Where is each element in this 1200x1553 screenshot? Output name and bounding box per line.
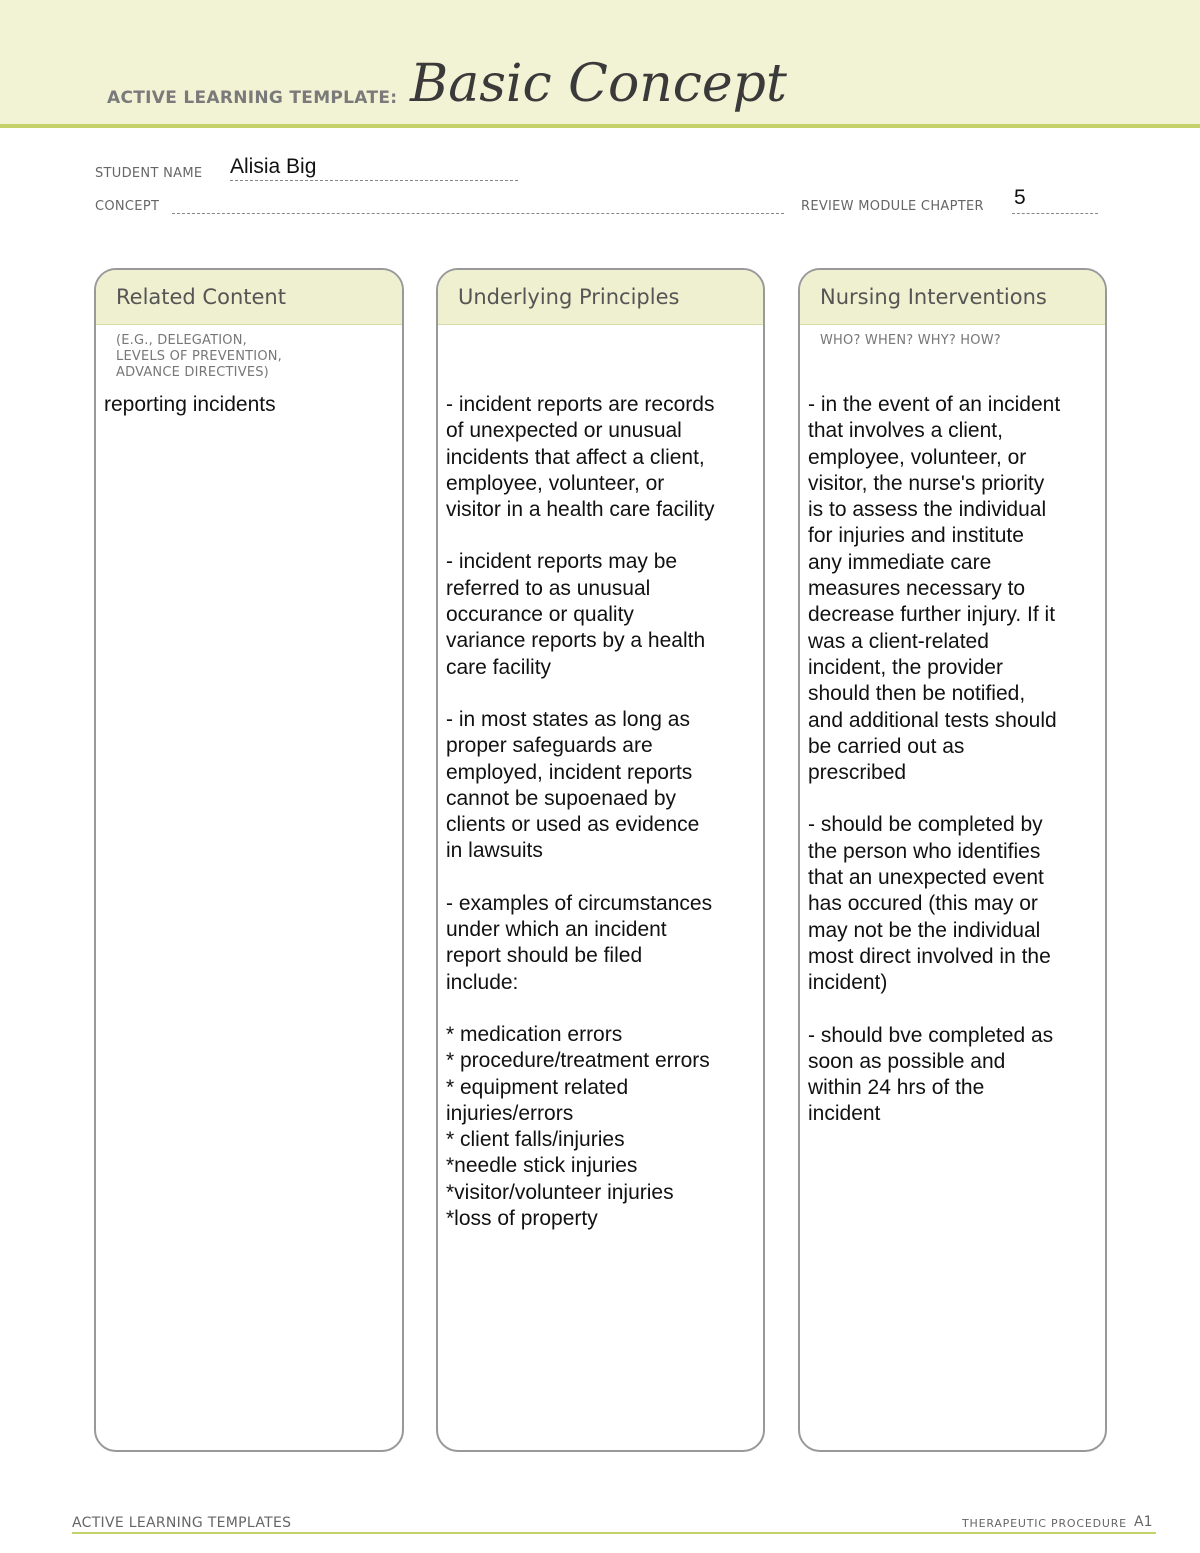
principles-paragraph: * medication errors * procedure/treatment errors * equipment related injuries/errors * client falls/injuries *needle stick injuries *visitor/volunteer injuries *loss of property [446, 1022, 710, 1231]
student-name-field[interactable]: Alisia Big [230, 155, 317, 178]
underlying-principles-box [436, 268, 765, 1452]
interventions-paragraph: - should bve completed as soon as possible and within 24 hrs of the incident [808, 1023, 1054, 1126]
concept-line [172, 213, 784, 214]
footer-page-number: A1 [1134, 1514, 1153, 1530]
footer-left-label: ACTIVE LEARNING TEMPLATES [72, 1515, 292, 1531]
header-rule [0, 124, 1200, 128]
nursing-interventions-text[interactable] [808, 392, 1095, 1154]
footer-rule [72, 1532, 1156, 1534]
related-content-title: Related Content [96, 270, 402, 325]
nursing-interventions-title: Nursing Interventions [800, 270, 1105, 325]
interventions-paragraph: - should be completed by the person who identifies that an unexpected event has occured (this may or may not be the individual most direct involved in the incident) [808, 813, 1051, 995]
review-module-field[interactable]: 5 [1014, 186, 1026, 209]
template-label: ACTIVE LEARNING TEMPLATE: [107, 88, 398, 108]
interventions-paragraph: - in the event of an incident that involves a client, employee, volunteer, or visitor, the nurse's priority is to assess the individual for injuries and institute any immediate care measures necessary to decrease further injury. If it was a client-related incident, the provider should then be notified, and additional tests should be carried out as prescribed [808, 393, 1061, 785]
concept-label: CONCEPT [95, 199, 160, 214]
principles-paragraph: - incident reports may be referred to as unusual occurance or quality variance reports by a health care facility [446, 550, 706, 679]
related-content-hint: (E.G., DELEGATION, LEVELS OF PREVENTION, ADVANCE DIRECTIVES) [116, 333, 283, 380]
principles-paragraph: - examples of circumstances under which an incident report should be filed include: [446, 891, 713, 994]
student-name-line [230, 180, 518, 181]
principles-paragraph: - in most states as long as proper safeguards are employed, incident reports cannot be supoenaed by clients or used as evidence in lawsuits [446, 707, 700, 863]
student-name-label: STUDENT NAME [95, 166, 203, 181]
underlying-principles-title: Underlying Principles [438, 270, 763, 325]
nursing-interventions-box [798, 268, 1107, 1452]
underlying-principles-text[interactable] [446, 392, 753, 1258]
related-content-text[interactable] [104, 392, 392, 444]
template-title: Basic Concept [410, 54, 787, 114]
nursing-interventions-hint: WHO? WHEN? WHY? HOW? [820, 333, 1001, 348]
related-content-box [94, 268, 404, 1452]
review-module-label: REVIEW MODULE CHAPTER [801, 199, 984, 214]
principles-paragraph: - incident reports are records of unexpected or unusual incidents that affect a client, employee, volunteer, or visitor in a health care facility [446, 393, 715, 522]
review-module-line [1012, 213, 1098, 214]
related-content-paragraph: reporting incidents [104, 393, 276, 416]
footer-right-label: THERAPEUTIC PROCEDURE [962, 1517, 1127, 1530]
